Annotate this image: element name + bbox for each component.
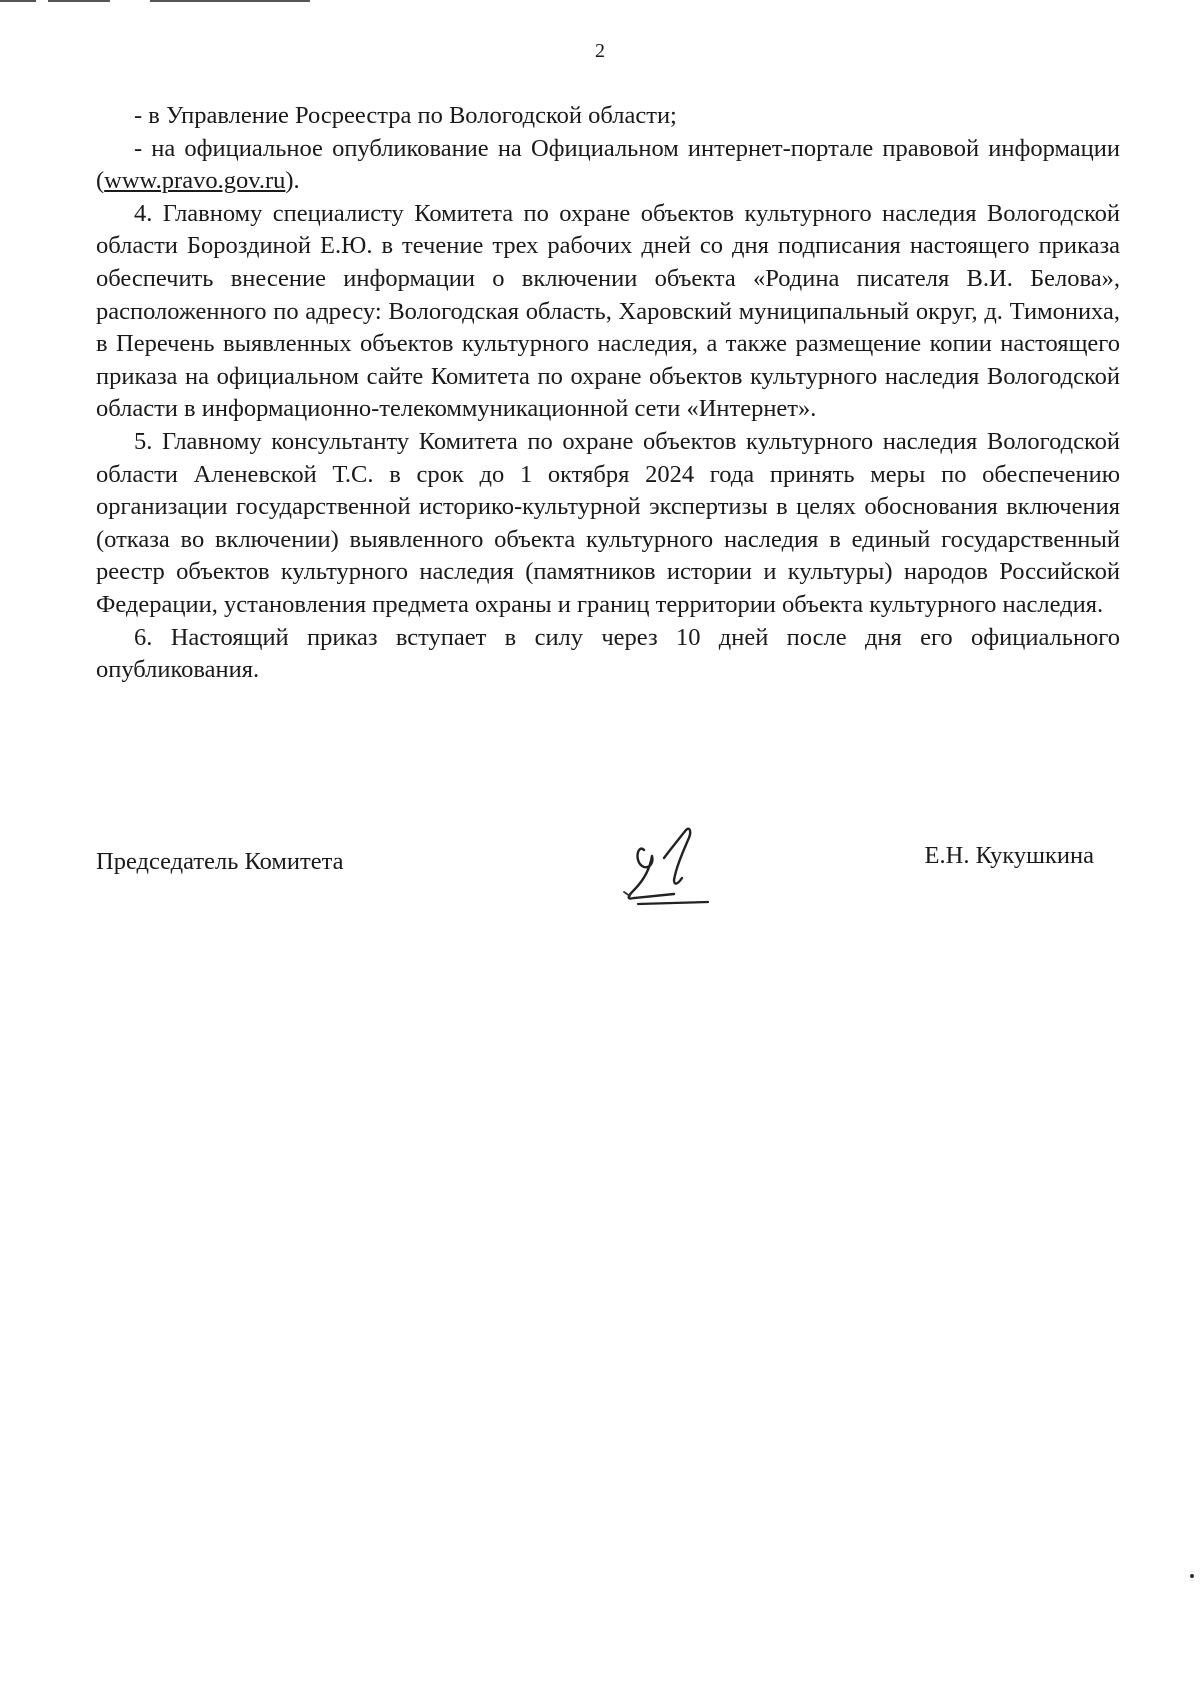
handwritten-signature [604,820,734,910]
paragraph-text: ). [285,167,300,195]
paragraph-item-5: 5. Главному консультанту Комитета по охране объектов культурного наследия Вологодской области Аленевской Т.С. в срок до 1 октября 2024 года принять меры по обеспечению организации государственной историко-культурной экспертизы в целях обоснования включения (отказа во включении) выявленного объекта культурного наследия в единый государственный реестр объектов культурного наследия (памятников истории и культуры) народов Российской Федерации, установления предмета охраны и границ территории объекта культурного наследия. [96,427,1120,618]
signature-block [96,830,1120,910]
scan-artifact [48,0,110,2]
pravo-gov-link[interactable]: www.pravo.gov.ru [104,167,286,195]
paragraph-official-publication [96,133,1120,198]
paragraph-item-4: 4. Главному специалисту Комитета по охране объектов культурного наследия Вологодской области Бороздиной Е.Ю. в течение трех рабочих дней со дня подписания настоящего приказа обеспечить внесение информации о включении объекта «Родина писателя В.И. Белова», расположенного по адресу: Вологодская область, Харовский муниципальный округ, д. Тимониха, в Перечень выявленных объектов культурного наследия, а также размещение копии настоящего приказа на официальном сайте Комитета по охране объектов культурного наследия Вологодской области в информационно-телекоммуникационной сети «Интернет». [96,199,1120,423]
signatory-name: Е.Н. Кукушкина [924,842,1094,869]
paragraph-text: - на официальное опубликование на Официальном интернет-портале правовой информации ( [96,134,1120,195]
scan-speck [1190,1574,1194,1578]
scan-artifact [150,0,310,2]
paragraph-rosreestr: - в Управление Росреестра по Вологодской области; [134,102,677,129]
scan-artifact [0,0,36,2]
paragraph-item-6: 6. Настоящий приказ вступает в силу через 10 дней после дня его официального опубликования. [96,623,1120,684]
document-body [96,100,1120,687]
page-number: 2 [595,40,605,62]
signatory-position: Председатель Комитета [96,848,344,875]
